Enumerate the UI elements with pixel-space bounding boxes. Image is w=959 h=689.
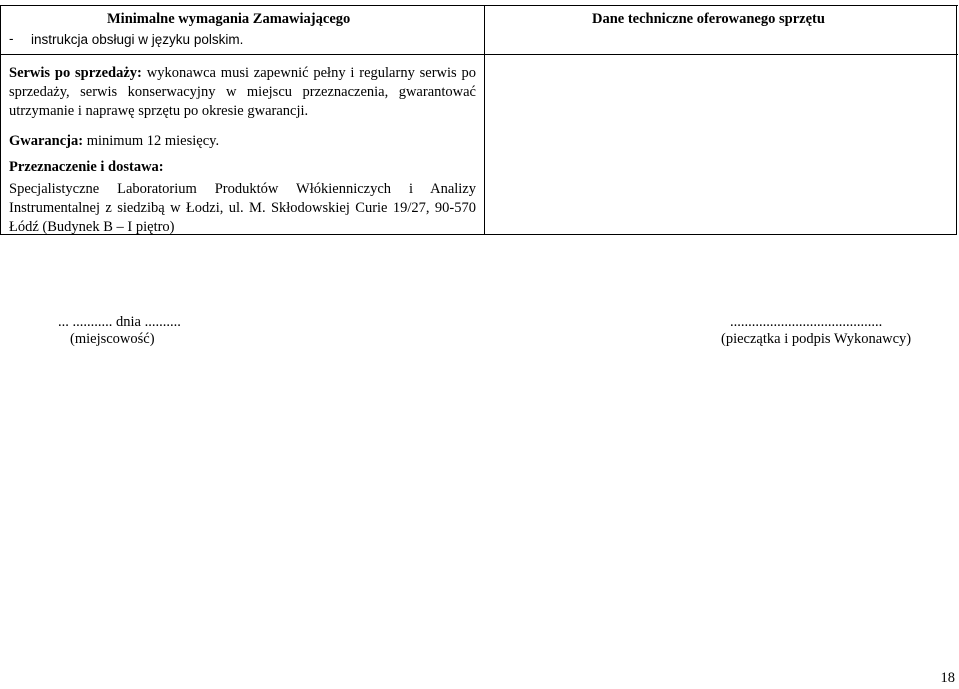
row-divider (1, 54, 485, 55)
delivery-address: Specjalistyczne Laboratorium Produktów Włókienniczych i Analizy Instrumentalnej z siedzibą w Łodzi, ul. M. Skłodowskiej Curie 19/27, 90-570 Łódź (Budynek B – I piętro) (9, 181, 476, 235)
page-number: 18 (940, 670, 955, 686)
warranty-label: Gwarancja: (9, 133, 84, 149)
table-top-border (1, 5, 958, 6)
offer-data-column (485, 5, 956, 234)
bullet-dash: - (9, 31, 14, 46)
left-column-header: Minimalne wymagania Zamawiającego (107, 11, 351, 27)
stamp-signature-line: .......................................... (730, 314, 883, 330)
stamp-caption: (pieczątka i podpis Wykonawcy) (721, 331, 912, 347)
service-paragraph (9, 64, 476, 121)
manual-language-item: instrukcja obsługi w języku polskim. (31, 32, 244, 47)
right-column-header: Dane techniczne oferowanego sprzętu (592, 11, 825, 27)
service-label: Serwis po sprzedaży: (9, 65, 142, 81)
delivery-label: Przeznaczenie i dostawa: (9, 159, 164, 175)
row-divider (485, 54, 958, 55)
warranty-paragraph (9, 132, 476, 151)
requirements-table (0, 5, 957, 235)
place-date-line: ... ........... dnia .......... (58, 314, 181, 330)
service-text: wykonawca musi zapewnić pełny i regularny serwis po sprzedaży, serwis konserwacyjny w miejscu przeznaczenia, gwarantować utrzymanie i naprawę sprzętu po okresie gwarancji. (9, 65, 477, 119)
place-caption: (miejscowość) (70, 331, 155, 347)
warranty-text: minimum 12 miesięcy. (86, 133, 220, 149)
requirements-column (1, 5, 485, 234)
